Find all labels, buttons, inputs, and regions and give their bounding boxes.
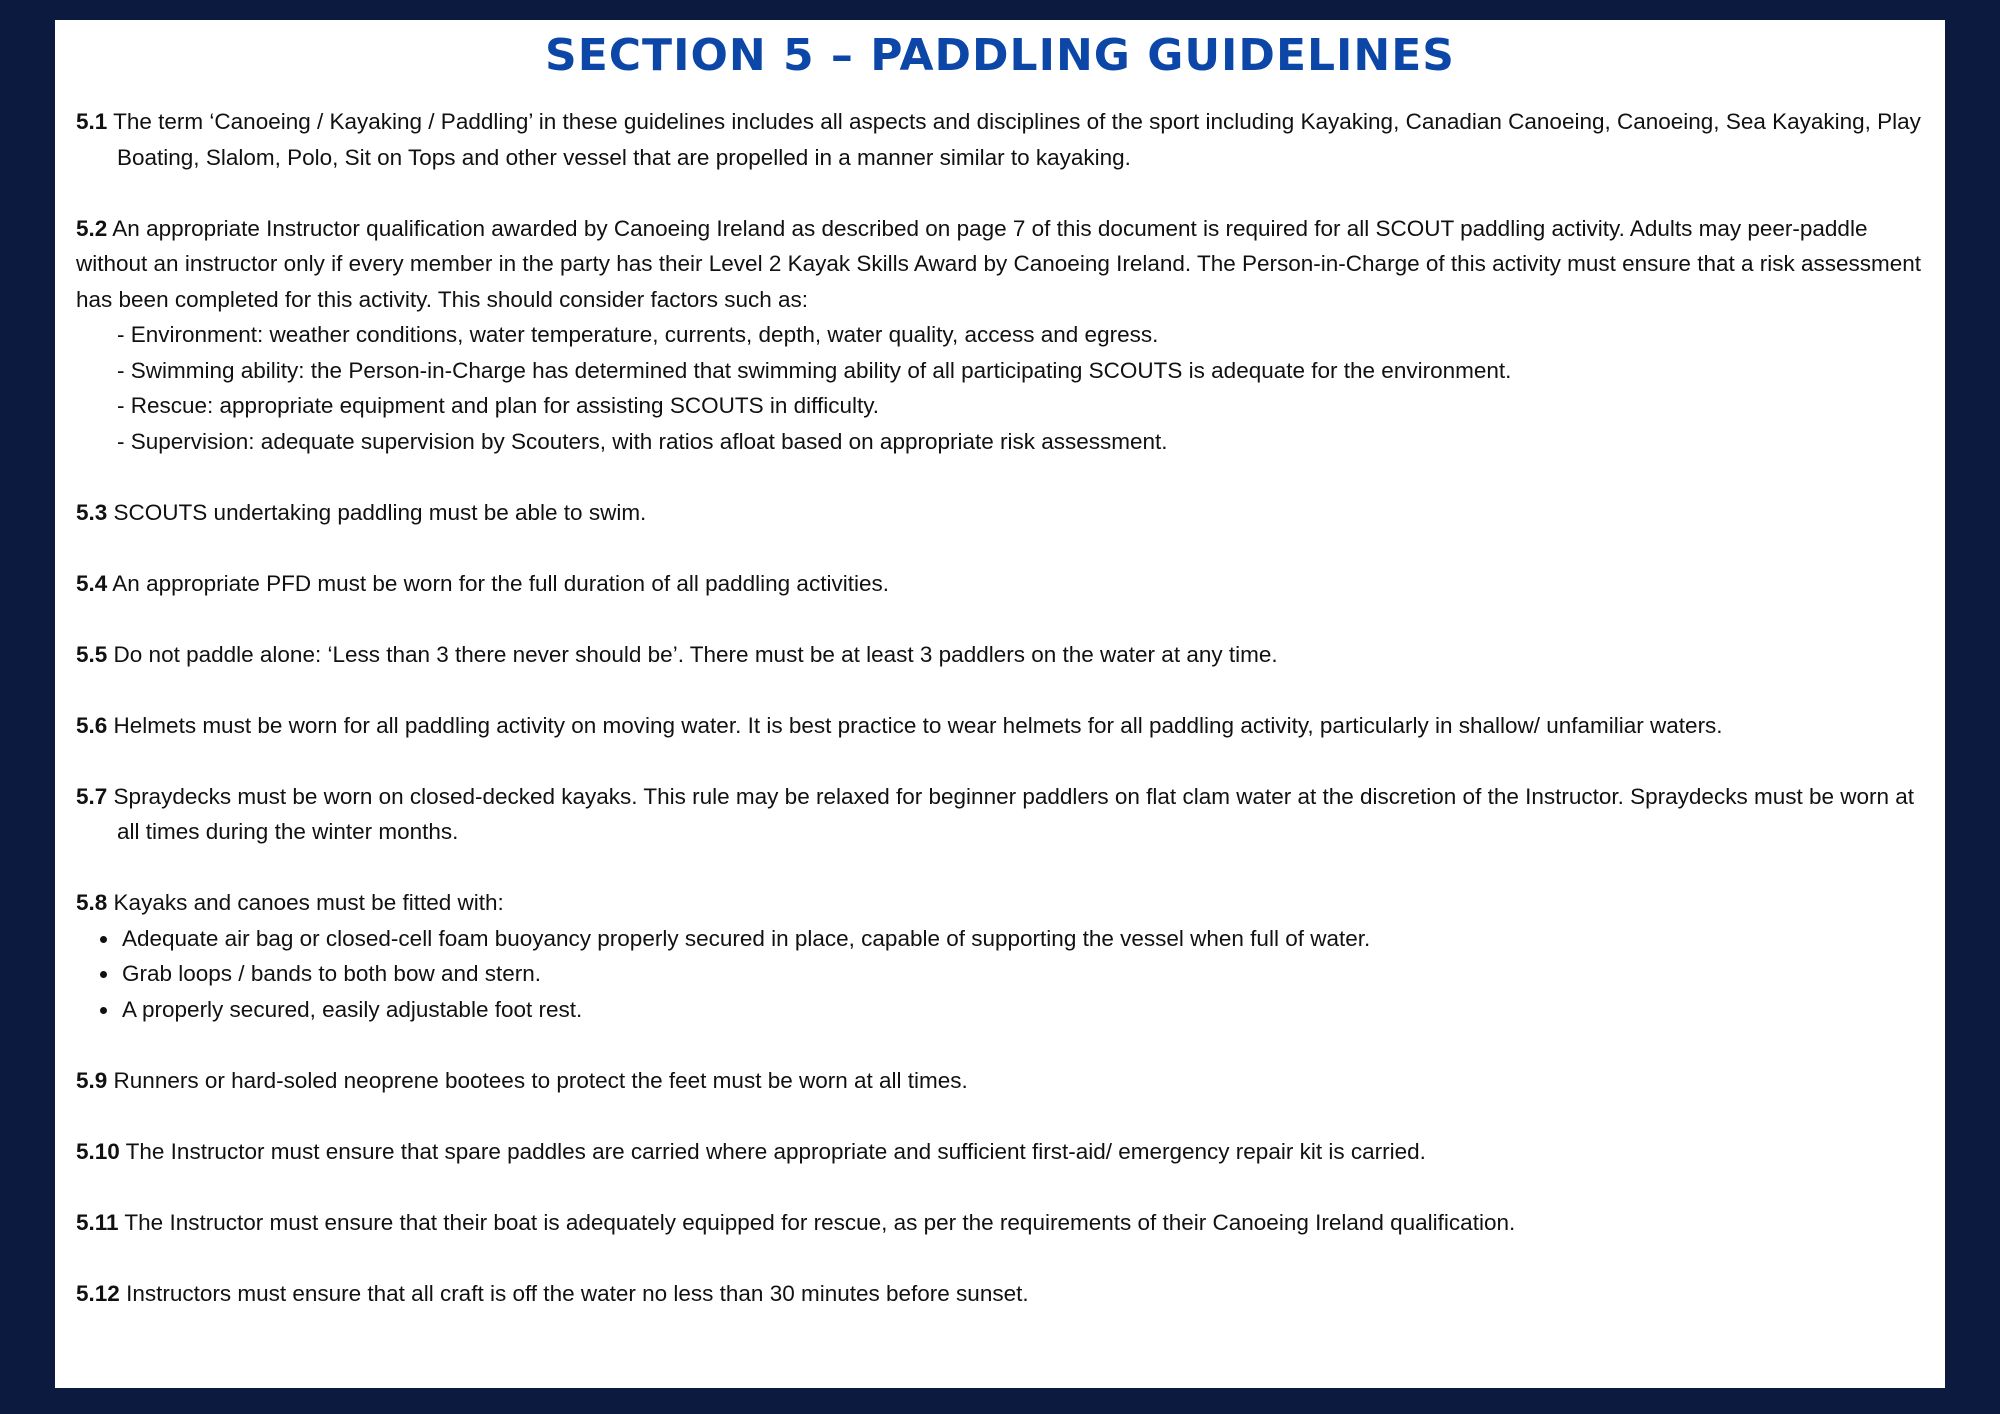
risk-factors-list xyxy=(76,317,1924,459)
guideline-text: The Instructor must ensure that their boat is adequately equipped for rescue, as per the requirements of their Canoeing Ireland qualification. xyxy=(124,1209,1516,1235)
fittings-list xyxy=(76,921,1924,1028)
guideline-5-6 xyxy=(76,708,1924,744)
list-item: • Adequate air bag or closed-cell foam buoyancy properly secured in place, capable of supporting the vessel when full of water. xyxy=(120,921,1924,957)
guideline-number: 5.11 xyxy=(76,1209,119,1235)
guideline-text: SCOUTS undertaking paddling must be able to swim. xyxy=(113,499,647,525)
guideline-text: Spraydecks must be worn on closed-decked kayaks. This rule may be relaxed for beginner paddlers on flat clam water at the discretion of the Instructor. Spraydecks must be worn at all times during the winter months. xyxy=(113,783,1915,844)
guideline-5-2 xyxy=(76,211,1924,460)
guideline-5-8 xyxy=(76,885,1924,1027)
document-page xyxy=(55,20,1945,1388)
guideline-text: Instructors must ensure that all craft is off the water no less than 30 minutes before sunset. xyxy=(126,1280,1029,1306)
guideline-number: 5.1 xyxy=(76,109,108,134)
list-item: - Environment: weather conditions, water temperature, currents, depth, water quality, access and egress. xyxy=(117,322,1159,347)
list-item: • Grab loops / bands to both bow and stern. xyxy=(120,956,1924,992)
guideline-5-4 xyxy=(76,566,1924,602)
guideline-number: 5.4 xyxy=(76,570,108,596)
guideline-text: Do not paddle alone: ‘Less than 3 there never should be’. There must be at least 3 paddlers on the water at any time. xyxy=(113,641,1278,667)
guideline-5-10 xyxy=(76,1134,1924,1170)
guideline-number: 5.12 xyxy=(76,1280,120,1306)
guideline-text: An appropriate PFD must be worn for the full duration of all paddling activities. xyxy=(112,570,889,596)
guideline-5-5 xyxy=(76,637,1924,673)
guideline-number: 5.3 xyxy=(76,499,108,525)
guideline-number: 5.10 xyxy=(76,1138,120,1164)
guideline-5-12 xyxy=(76,1276,1924,1312)
guideline-text: An appropriate Instructor qualification awarded by Canoeing Ireland as described on page 7 of this document is required for all SCOUT paddling activity. Adults may peer-paddle without an instructor only if every member in the party has their Level 2 Kayak Skills Award by Canoeing Ireland. The Person-in-Charge of this activity must ensure that a risk assessment has been completed for this activity. This should consider factors such as: xyxy=(76,215,1922,312)
guidelines-content xyxy=(76,104,1924,1311)
guideline-number: 5.6 xyxy=(76,712,108,738)
guideline-5-11 xyxy=(76,1205,1924,1241)
guideline-5-1 xyxy=(76,104,1924,175)
guideline-5-7 xyxy=(76,779,1924,850)
guideline-text: Kayaks and canoes must be fitted with: xyxy=(113,890,504,915)
list-item: • A properly secured, easily adjustable foot rest. xyxy=(120,992,1924,1028)
list-item: - Supervision: adequate supervision by Scouters, with ratios afloat based on appropriate risk assessment. xyxy=(117,428,1168,454)
guideline-number: 5.7 xyxy=(76,783,108,809)
list-item: - Rescue: appropriate equipment and plan for assisting SCOUTS in difficulty. xyxy=(117,393,880,418)
guideline-5-9 xyxy=(76,1063,1924,1099)
guideline-number: 5.9 xyxy=(76,1067,108,1093)
guideline-text: Helmets must be worn for all paddling activity on moving water. It is best practice to wear helmets for all paddling activity, particularly in shallow/ unfamiliar waters. xyxy=(113,712,1723,738)
guideline-text: The term ‘Canoeing / Kayaking / Paddling’ in these guidelines includes all aspects and disciplines of the sport including Kayaking, Canadian Canoeing, Canoeing, Sea Kayaking, Play Boating, Slalom, Polo, Sit on Tops and other vessel that are propelled in a manner similar to kayaking. xyxy=(113,109,1921,170)
guideline-number: 5.5 xyxy=(76,641,108,667)
guideline-number: 5.2 xyxy=(76,215,108,241)
guideline-text: The Instructor must ensure that spare paddles are carried where appropriate and sufficient first-aid/ emergency repair kit is carried. xyxy=(125,1138,1426,1164)
guideline-text: Runners or hard-soled neoprene bootees to protect the feet must be worn at all times. xyxy=(113,1067,968,1093)
guideline-5-3 xyxy=(76,495,1924,531)
list-item: - Swimming ability: the Person-in-Charge has determined that swimming ability of all participating SCOUTS is adequate for the environment. xyxy=(117,357,1512,383)
guideline-number: 5.8 xyxy=(76,890,108,915)
page-title: SECTION 5 – PADDLING GUIDELINES xyxy=(545,30,1455,81)
